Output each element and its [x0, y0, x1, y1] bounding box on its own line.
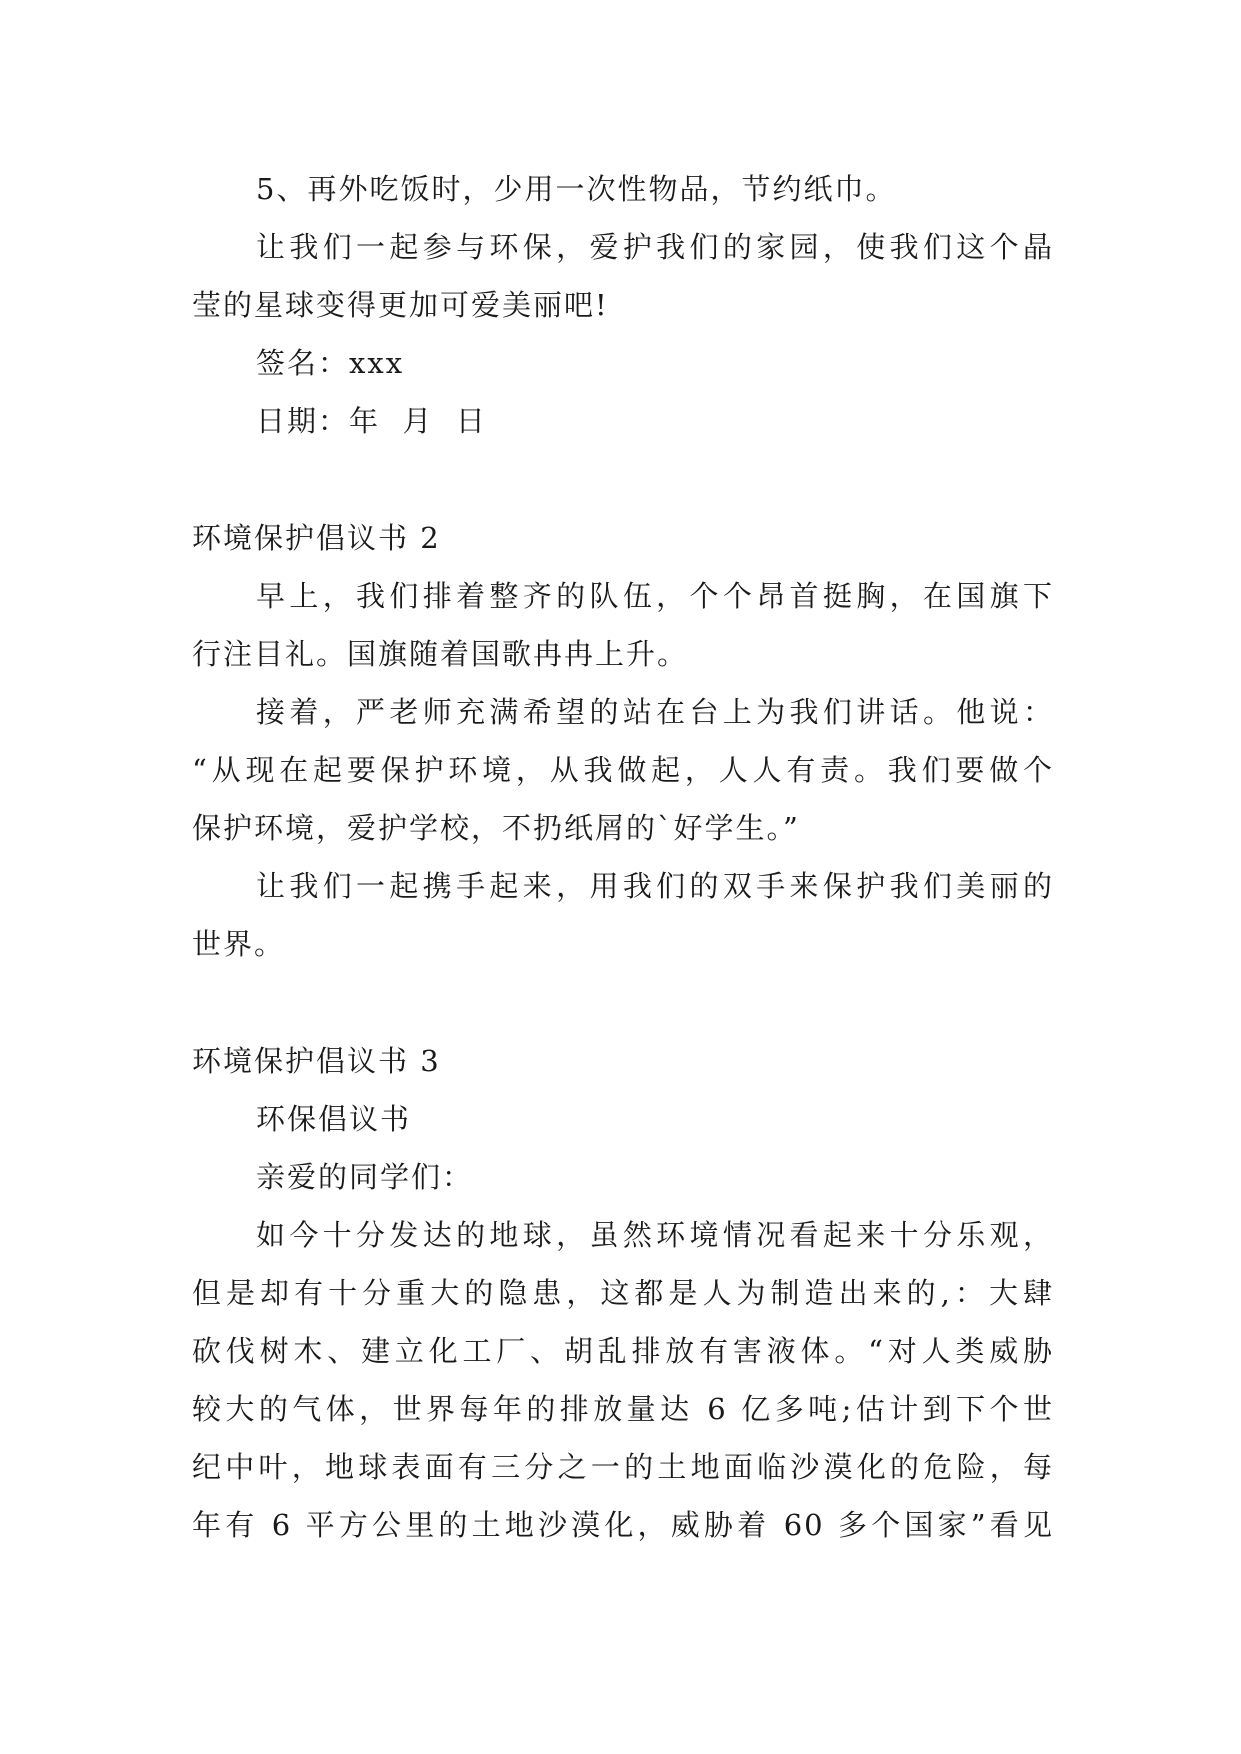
document-page: [192, 160, 1054, 1554]
paragraph-line: 如今十分发达的地球，虽然环境情况看起来十分乐观，: [256, 1218, 1054, 1252]
paragraph-line: 让我们一起参与环保，爱护我们的家园，使我们这个晶: [256, 230, 1054, 264]
document-heading: 环保倡议书: [256, 1102, 412, 1136]
list-item-5: 5、再外吃饭时，少用一次性物品，节约纸巾。: [256, 172, 897, 206]
paragraph-line: 砍伐树木、建立化工厂、胡乱排放有害液体。“对人类威胁: [192, 1334, 1054, 1368]
paragraph-line: 保护环境，爱护学校，不扔纸屑的`好学生。”: [192, 811, 800, 845]
paragraph-line: 但是却有十分重大的隐患，这都是人为制造出来的,：大肆: [192, 1276, 1054, 1310]
signature-line: 签名：xxx: [256, 346, 405, 380]
section-title: 环境保护倡议书 3: [192, 1044, 441, 1078]
paragraph-line: 较大的气体，世界每年的排放量达 6 亿多吨;估计到下个世: [192, 1392, 1054, 1426]
section-gap: [192, 973, 1054, 1032]
paragraph-line: 世界。: [192, 927, 286, 961]
date-line: 日期：年 月 日: [256, 404, 487, 438]
salutation: 亲爱的同学们：: [256, 1160, 474, 1194]
paragraph-line: 让我们一起携手起来，用我们的双手来保护我们美丽的: [256, 869, 1054, 903]
paragraph-line: 行注目礼。国旗随着国歌冉冉上升。: [192, 637, 689, 671]
paragraph-line: 年有 6 平方公里的土地沙漠化，威胁着 60 多个国家”看见: [192, 1508, 1054, 1542]
paragraph-line: 接着，严老师充满希望的站在台上为我们讲话。他说：: [256, 695, 1054, 729]
paragraph-line: 莹的星球变得更加可爱美丽吧!: [192, 288, 609, 322]
paragraph-line: 纪中叶，地球表面有三分之一的土地面临沙漠化的危险，每: [192, 1450, 1054, 1484]
paragraph-line: “从现在起要保护环境，从我做起，人人有责。我们要做个: [192, 753, 1054, 787]
paragraph-line: 早上，我们排着整齐的队伍，个个昂首挺胸，在国旗下: [256, 579, 1054, 613]
section-title: 环境保护倡议书 2: [192, 521, 441, 555]
section-gap: [192, 450, 1054, 509]
